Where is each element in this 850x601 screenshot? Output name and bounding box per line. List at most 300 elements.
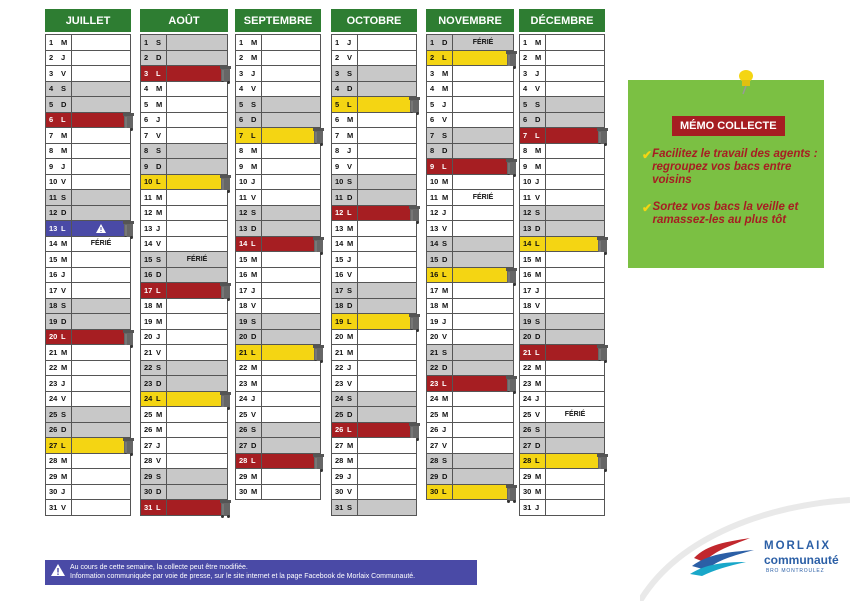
day-note [262,485,320,500]
day-row [141,283,227,299]
day-note [262,345,320,360]
day-note [453,407,513,422]
day-letter: V [535,299,546,314]
day-number: 9 [523,161,528,171]
day-row [141,361,227,377]
day-row [520,237,604,253]
day-row [332,345,416,361]
day-note [262,190,320,205]
day-note [72,97,130,112]
day-number: 10 [239,177,248,187]
day-letter: L [251,237,262,252]
day-note [72,299,130,314]
day-number: 20 [430,332,439,342]
day-letter: M [251,469,262,484]
day-number: 25 [523,409,532,419]
month-grid [331,34,417,516]
day-letter: S [347,283,358,298]
day-letter: S [535,97,546,112]
day-row [332,206,416,222]
day-letter: J [442,97,453,112]
day-number: 3 [49,68,54,78]
day-number: 19 [430,316,439,326]
day-note [358,299,416,314]
day-number: 18 [332,299,347,314]
day-row [236,407,320,423]
memo-item-text: Facilitez le travail des agents : regroupez vos bacs entre voisins [652,148,818,186]
day-number: 2 [141,51,156,66]
day-letter: M [535,361,546,376]
day-note [262,206,320,221]
day-row [46,97,130,113]
day-row [520,345,604,361]
day-note [262,221,320,236]
day-letter: J [251,392,262,407]
day-note [453,159,513,174]
day-note [262,299,320,314]
day-number: 5 [236,97,251,112]
day-number: 23 [430,378,439,388]
day-note [453,361,513,376]
day-row [332,82,416,98]
day-letter: M [251,252,262,267]
day-letter: D [156,268,167,283]
day-note [72,82,130,97]
day-number: 30 [335,487,344,497]
day-row [332,51,416,67]
day-number: 30 [49,487,58,497]
day-note [453,469,513,484]
day-row [46,345,130,361]
day-note [167,82,227,97]
month-column [235,9,321,500]
day-note [72,345,130,360]
day-note [453,237,513,252]
day-row [427,268,513,284]
day-letter: V [156,345,167,360]
day-note [546,190,604,205]
day-number: 19 [144,316,153,326]
day-letter: L [535,237,546,252]
day-letter: M [251,159,262,174]
day-note [546,206,604,221]
day-number: 10 [49,177,58,187]
day-number: 12 [144,208,153,218]
day-note [262,283,320,298]
day-letter: M [251,35,262,50]
day-letter: L [61,330,72,345]
day-note [358,361,416,376]
day-letter: D [535,113,546,128]
day-row [46,35,130,51]
day-row [141,454,227,470]
day-note [262,51,320,66]
day-letter: D [156,51,167,66]
day-number: 30 [523,487,532,497]
day-note [72,500,130,515]
day-note [546,221,604,236]
day-note [453,268,513,283]
day-number: 10 [144,177,153,187]
day-note [167,159,227,174]
day-row [236,423,320,439]
day-row [46,299,130,315]
day-row [236,485,320,501]
day-number: 21 [523,347,532,357]
day-letter: S [251,97,262,112]
day-note [262,35,320,50]
day-row [141,113,227,129]
day-note [72,128,130,143]
day-number: 21 [144,347,153,357]
day-number: 16 [523,270,532,280]
day-note [453,175,513,190]
day-number: 4 [144,84,149,94]
day-letter: M [251,144,262,159]
day-row [46,66,130,82]
day-letter: D [535,438,546,453]
day-row [46,51,130,67]
day-note [167,283,227,298]
day-number: 28 [49,456,58,466]
day-note: FÉRIÉ [472,193,494,201]
day-letter: S [442,237,453,252]
day-note [72,113,130,128]
day-row [141,407,227,423]
memo-item [642,148,818,187]
day-note [546,144,604,159]
day-letter: L [251,454,262,469]
day-row [520,221,604,237]
day-note [72,314,130,329]
day-letter: S [156,361,167,376]
day-letter: D [156,485,167,500]
day-letter: M [347,438,358,453]
check-icon: ✔ [642,148,653,162]
day-row [46,423,130,439]
day-note [546,454,604,469]
day-letter: J [156,221,167,236]
day-row [46,144,130,160]
day-number: 15 [49,254,58,264]
day-row [427,51,513,67]
day-note: FÉRIÉ [564,410,586,418]
day-letter: M [61,237,72,252]
day-row [427,392,513,408]
day-note [546,500,604,515]
day-letter: V [347,51,358,66]
day-row [332,221,416,237]
day-row [332,97,416,113]
day-letter: M [251,376,262,391]
day-row [236,97,320,113]
day-letter: M [535,376,546,391]
day-number: 2 [430,53,435,63]
day-note [453,66,513,81]
day-number: 8 [239,146,244,156]
day-number: 28 [523,456,532,466]
day-number: 24 [49,394,58,404]
day-row [427,376,513,392]
day-row [46,82,130,98]
day-number: 9 [49,161,54,171]
day-row [236,113,320,129]
day-number: 14 [523,239,532,249]
day-letter: S [61,82,72,97]
day-note [453,51,513,66]
day-letter: M [442,392,453,407]
day-note [453,423,513,438]
day-row [236,144,320,160]
day-note [358,500,416,515]
day-number: 6 [335,115,340,125]
day-number: 10 [523,177,532,187]
day-note [546,392,604,407]
day-letter: V [156,237,167,252]
day-letter: J [156,438,167,453]
day-letter: J [535,283,546,298]
day-row [141,438,227,454]
month-column [331,9,417,516]
day-note [167,206,227,221]
day-number: 15 [523,254,532,264]
day-note [358,438,416,453]
day-number: 23 [523,378,532,388]
day-letter: L [442,376,453,391]
day-letter: S [156,35,167,50]
day-row [141,82,227,98]
day-note [262,392,320,407]
day-row [46,330,130,346]
day-number: 23 [49,378,58,388]
day-letter: M [347,128,358,143]
day-row [141,268,227,284]
day-note [453,314,513,329]
day-note [262,113,320,128]
day-row [46,237,130,253]
day-letter: M [442,283,453,298]
day-row [427,438,513,454]
day-note [72,361,130,376]
day-number: 31 [144,502,153,512]
day-letter: V [251,407,262,422]
day-row [141,51,227,67]
month-header: JUILLET [45,9,131,32]
day-row [141,469,227,485]
day-row [520,469,604,485]
day-row [46,438,130,454]
day-row [520,283,604,299]
day-note [167,438,227,453]
day-note [358,392,416,407]
day-letter: D [61,423,72,438]
day-letter: M [156,190,167,205]
day-row [236,376,320,392]
day-row [236,454,320,470]
day-note [262,407,320,422]
month-grid [426,34,514,500]
day-note [262,128,320,143]
day-letter: L [251,345,262,360]
day-letter: V [251,299,262,314]
day-number: 1 [427,35,442,50]
warning-icon [51,564,65,576]
day-letter: D [442,361,453,376]
day-number: 2 [523,53,528,63]
day-note [546,128,604,143]
day-number: 6 [236,113,251,128]
day-letter: L [156,175,167,190]
day-row [236,35,320,51]
day-number: 7 [523,130,528,140]
day-letter: V [61,283,72,298]
day-number: 28 [144,456,153,466]
day-number: 25 [430,409,439,419]
day-note [453,345,513,360]
footer-line-1: Au cours de cette semaine, la collecte peut être modifiée. [70,564,248,571]
day-row [46,190,130,206]
day-number: 7 [335,130,340,140]
day-number: 11 [144,192,152,202]
day-letter: V [347,485,358,500]
day-number: 1 [141,35,156,50]
day-row [332,144,416,160]
day-row [141,299,227,315]
day-letter: M [156,97,167,112]
month-grid [519,34,605,516]
memo-item [642,201,818,227]
day-note [167,113,227,128]
day-note [546,345,604,360]
day-letter: J [535,66,546,81]
day-note [453,330,513,345]
day-number: 1 [49,37,54,47]
month-grid [235,34,321,500]
day-letter: V [61,66,72,81]
day-row [46,454,130,470]
day-row [427,221,513,237]
day-note [262,454,320,469]
day-note [546,485,604,500]
day-note [72,407,130,422]
month-header: DÉCEMBRE [519,9,605,32]
day-letter: M [442,66,453,81]
day-row [141,345,227,361]
day-number: 27 [430,440,439,450]
day-letter: J [61,485,72,500]
day-letter: M [347,330,358,345]
day-letter: D [251,221,262,236]
logo-mark-icon [690,536,760,576]
day-number: 19 [335,316,344,326]
day-row [520,423,604,439]
day-row [141,159,227,175]
day-row [141,190,227,206]
day-letter: D [442,252,453,267]
day-row [332,330,416,346]
day-row [332,128,416,144]
day-letter: D [347,82,358,97]
day-letter: J [61,159,72,174]
day-number: 17 [332,283,347,298]
day-row [520,454,604,470]
day-note [167,423,227,438]
day-row [236,159,320,175]
day-row [46,392,130,408]
day-note [358,128,416,143]
day-note [358,190,416,205]
day-note [453,128,513,143]
day-note [262,361,320,376]
day-number: 31 [332,500,347,515]
logo-text-communaute: communauté [764,553,839,567]
month-grid [140,34,228,516]
day-row [427,454,513,470]
day-number: 13 [236,221,251,236]
day-number: 24 [332,392,347,407]
day-letter: D [535,330,546,345]
day-letter: S [347,500,358,515]
day-letter: M [535,35,546,50]
day-number: 25 [239,409,248,419]
day-row [427,314,513,330]
day-row [520,51,604,67]
day-number: 29 [141,469,156,484]
day-note [167,97,227,112]
day-number: 29 [335,471,344,481]
day-letter: L [347,314,358,329]
day-note: FÉRIÉ [472,38,494,46]
day-row [236,128,320,144]
day-letter: M [61,252,72,267]
day-row [141,485,227,501]
day-number: 25 [332,407,347,422]
day-number: 27 [49,440,58,450]
day-number: 14 [239,239,248,249]
day-letter: S [442,128,453,143]
day-letter: V [347,159,358,174]
day-number: 1 [335,37,340,47]
footer-line-2: Information communiquée par voie de presse, sur le site internet et la page Facebook de Morlaix Communauté. [70,573,416,580]
day-letter: L [61,221,72,236]
day-number: 28 [427,454,442,469]
day-row [46,485,130,501]
day-letter: S [251,423,262,438]
day-row [427,128,513,144]
check-icon: ✔ [642,201,653,215]
day-number: 24 [144,394,153,404]
day-number: 10 [430,177,439,187]
day-note [72,283,130,298]
month-header: OCTOBRE [331,9,417,32]
day-letter: M [156,407,167,422]
day-row [520,66,604,82]
day-letter: V [535,407,546,422]
day-note [167,454,227,469]
day-note [262,268,320,283]
day-note [167,221,227,236]
day-number: 17 [144,285,153,295]
day-number: 6 [49,115,54,125]
day-row [332,237,416,253]
day-row [332,485,416,501]
day-note [358,175,416,190]
day-letter: D [442,144,453,159]
day-note [358,51,416,66]
day-row [332,175,416,191]
day-row [520,128,604,144]
day-note [72,175,130,190]
